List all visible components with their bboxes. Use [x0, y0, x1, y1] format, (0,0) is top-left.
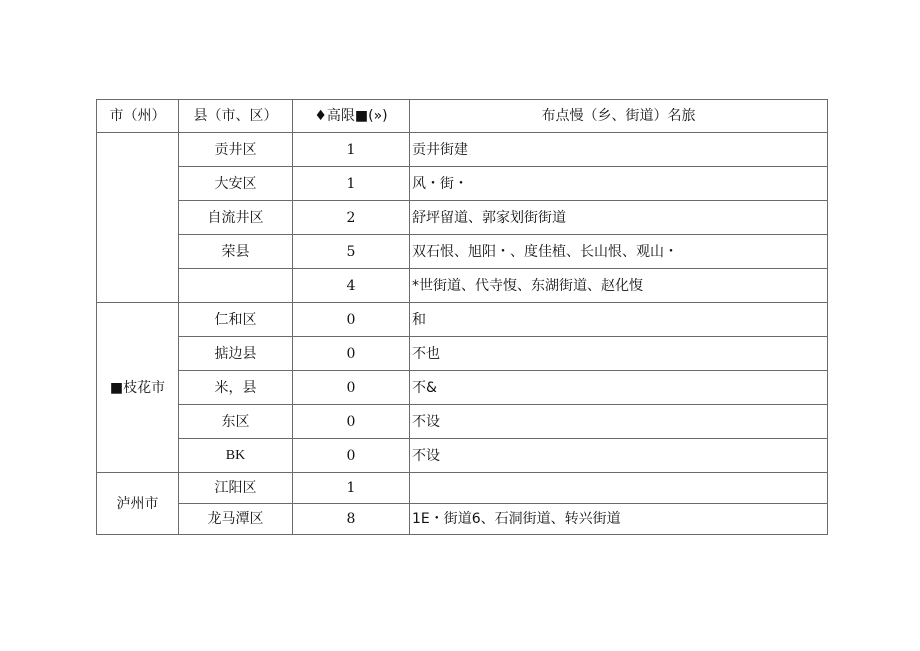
names-cell: 和 — [410, 303, 828, 337]
table-row — [97, 337, 828, 371]
county-cell — [179, 269, 293, 303]
county-cell: 仁和区 — [179, 303, 293, 337]
county-cell: 龙马潭区 — [179, 504, 293, 535]
city-cell — [97, 133, 179, 303]
count-cell: 1 — [293, 167, 410, 201]
count-cell: 5 — [293, 235, 410, 269]
header-county: 县（市、区） — [179, 100, 293, 133]
county-cell: BK — [179, 439, 293, 473]
header-city: 市（州） — [97, 100, 179, 133]
table-row — [97, 133, 828, 167]
county-cell: 自流井区 — [179, 201, 293, 235]
county-cell: 荣县 — [179, 235, 293, 269]
table-row — [97, 405, 828, 439]
count-cell: 1 — [293, 133, 410, 167]
county-cell: 米，县 — [179, 371, 293, 405]
table-row — [97, 371, 828, 405]
count-cell: 4 — [293, 269, 410, 303]
county-cell: 东区 — [179, 405, 293, 439]
table-row — [97, 235, 828, 269]
names-cell: 风・街・ — [410, 167, 828, 201]
county-cell: 大安区 — [179, 167, 293, 201]
county-cell: 掂边县 — [179, 337, 293, 371]
count-cell: 8 — [293, 504, 410, 535]
table-row — [97, 504, 828, 535]
count-cell: 1 — [293, 473, 410, 504]
table-row — [97, 167, 828, 201]
county-cell: 贡井区 — [179, 133, 293, 167]
table-row — [97, 473, 828, 504]
table-row — [97, 201, 828, 235]
names-cell: 不也 — [410, 337, 828, 371]
city-cell: 泸州市 — [97, 473, 179, 535]
names-cell: 舒坪留道、郭家划街街道 — [410, 201, 828, 235]
count-cell: 0 — [293, 303, 410, 337]
table-row — [97, 303, 828, 337]
city-cell: ■枝花市 — [97, 303, 179, 473]
count-cell: 2 — [293, 201, 410, 235]
header-names: 布点慢（乡、街道）名旅 — [410, 100, 828, 133]
names-cell: 双石恨、旭阳・、度佳植、长山恨、观山・ — [410, 235, 828, 269]
count-cell: 0 — [293, 439, 410, 473]
names-cell: 不& — [410, 371, 828, 405]
table-row — [97, 439, 828, 473]
header-row — [97, 100, 828, 133]
names-cell — [410, 473, 828, 504]
count-cell: 0 — [293, 405, 410, 439]
count-cell: 0 — [293, 337, 410, 371]
count-cell: 0 — [293, 371, 410, 405]
names-cell: 贡井街建 — [410, 133, 828, 167]
names-cell: *世街道、代寺愎、东湖街道、赵化愎 — [410, 269, 828, 303]
district-table — [96, 99, 828, 535]
names-cell: 不设 — [410, 439, 828, 473]
names-cell: 1E・街道6、石洞街道、转兴街道 — [410, 504, 828, 535]
names-cell: 不设 — [410, 405, 828, 439]
table-row — [97, 269, 828, 303]
county-cell: 江阳区 — [179, 473, 293, 504]
header-count: ♦高限■(») — [293, 100, 410, 133]
